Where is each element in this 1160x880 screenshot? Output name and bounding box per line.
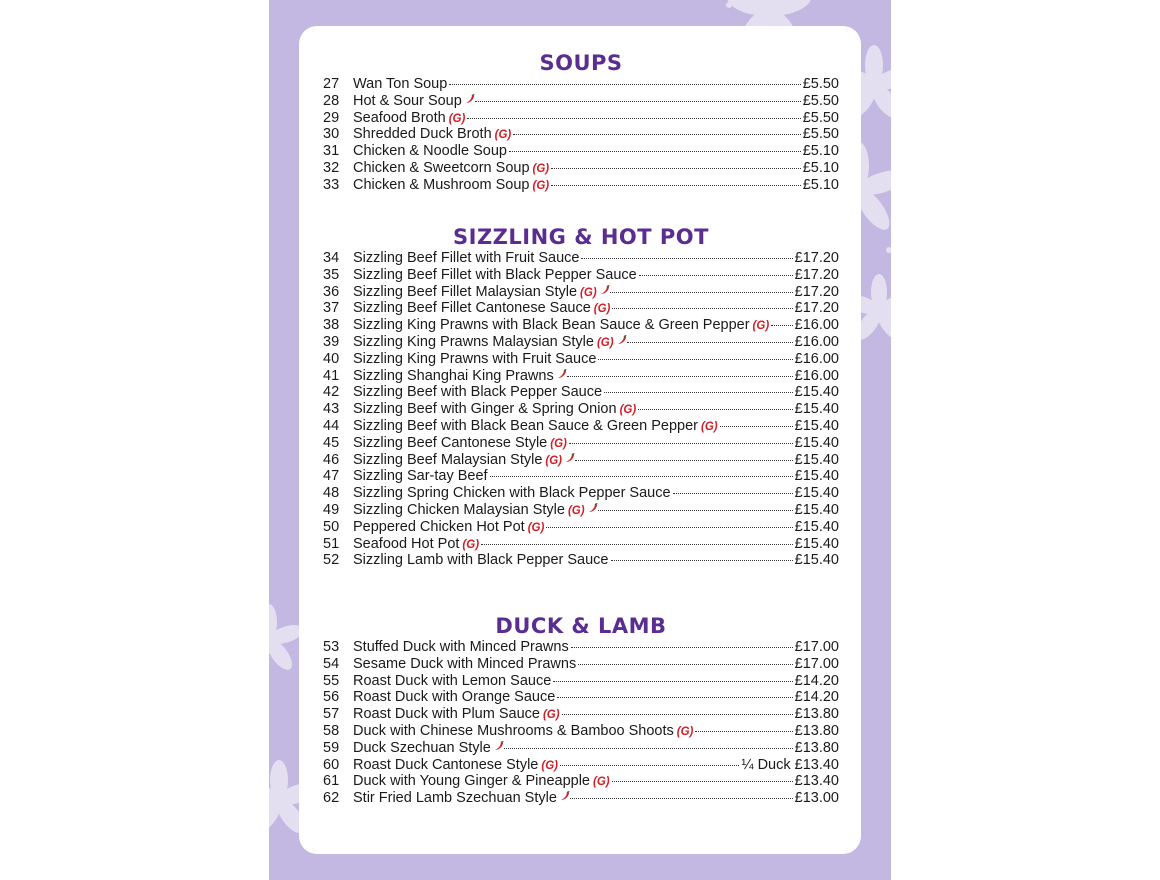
item-number: 42 [323, 384, 340, 401]
menu-item [323, 723, 839, 740]
gluten-marker: (G) [596, 336, 614, 349]
menu-item [323, 368, 839, 385]
item-name: Sizzling King Prawns with Fruit Sauce [353, 350, 597, 367]
menu-item [323, 418, 839, 435]
item-price: £17.20 [794, 266, 839, 283]
menu-item [323, 452, 839, 469]
item-name: Hot & Sour Soup [353, 92, 462, 109]
item-number: 48 [323, 485, 340, 502]
item-price: £13.00 [794, 790, 839, 807]
dot-leader [557, 697, 792, 698]
section-duck-lamb [323, 613, 839, 807]
item-number: 58 [323, 722, 340, 739]
gluten-marker: (G) [580, 286, 597, 299]
item-name: Sizzling Sar-tay Beef [353, 468, 488, 485]
gluten-marker: (G) [541, 759, 558, 772]
dot-leader [481, 544, 793, 545]
dot-leader [504, 748, 793, 749]
item-number: 50 [323, 518, 340, 535]
item-number: 40 [323, 350, 340, 367]
dot-leader [570, 798, 793, 799]
item-name: Roast Duck with Lemon Sauce [353, 672, 552, 689]
item-price: £13.40 [794, 773, 839, 790]
item-number: 46 [323, 451, 340, 468]
item-name: Sizzling Beef Cantonese Style [353, 434, 548, 451]
dot-leader [546, 527, 792, 528]
menu-item [323, 740, 839, 757]
dot-leader [581, 258, 792, 259]
menu-item [323, 790, 839, 807]
item-number: 53 [323, 639, 340, 655]
item-name: Chicken & Mushroom Soup [353, 176, 530, 193]
section-title: SOUPS [539, 51, 623, 75]
dot-leader [467, 118, 800, 119]
section-sizzling-hot-pot [323, 224, 839, 569]
gluten-marker: (G) [462, 538, 480, 551]
menu-item [323, 468, 839, 485]
dot-leader [695, 731, 792, 732]
section-title: DUCK & LAMB [495, 614, 667, 638]
item-number: 32 [323, 159, 340, 176]
item-number: 35 [323, 266, 340, 283]
item-name: Sesame Duck with Minced Prawns [353, 655, 577, 672]
menu-item [323, 773, 839, 790]
menu-item [323, 552, 839, 569]
dot-leader [627, 342, 793, 343]
item-name: Sizzling Beef with Black Pepper Sauce [353, 384, 603, 401]
item-name: Shredded Duck Broth [353, 126, 492, 143]
item-number: 54 [323, 655, 340, 672]
item-price: £15.40 [794, 518, 839, 535]
item-price: £15.40 [794, 401, 839, 418]
gluten-marker: (G) [545, 454, 563, 467]
item-name: Seafood Broth [353, 109, 446, 126]
item-price: £15.40 [794, 468, 839, 485]
item-number: 27 [323, 76, 340, 92]
item-price: £15.40 [794, 485, 839, 502]
menu-item [323, 76, 839, 93]
item-name: Chicken & Noodle Soup [353, 143, 507, 160]
dot-leader [571, 647, 793, 648]
dot-leader [575, 460, 793, 461]
item-name: Sizzling Shanghai King Prawns [353, 367, 554, 384]
item-number: 59 [323, 739, 340, 756]
item-price: £17.00 [794, 655, 839, 672]
item-number: 28 [323, 92, 340, 109]
menu-item [323, 384, 839, 401]
item-name: Sizzling Spring Chicken with Black Pepper Sauce [353, 485, 671, 502]
menu-item [323, 177, 839, 194]
item-name: Sizzling Beef Malaysian Style [353, 451, 543, 468]
dot-leader [567, 376, 793, 377]
dot-leader [569, 443, 793, 444]
dot-leader [611, 560, 793, 561]
item-number: 57 [323, 706, 340, 723]
section-soups [323, 50, 839, 194]
item-name: Sizzling Lamb with Black Pepper Sauce [353, 552, 609, 569]
dot-leader [673, 493, 793, 494]
item-number: 52 [323, 552, 340, 569]
menu-item [323, 300, 839, 317]
item-number: 30 [323, 126, 340, 143]
menu-item [323, 126, 839, 143]
menu-item [323, 519, 839, 536]
item-number: 44 [323, 417, 340, 434]
menu-item [323, 401, 839, 418]
dot-leader [598, 359, 792, 360]
dot-leader [639, 275, 793, 276]
gluten-marker: (G) [619, 404, 637, 417]
gluten-marker: (G) [532, 162, 550, 175]
item-price: £15.40 [794, 535, 839, 552]
dot-leader [578, 664, 792, 665]
item-price: £5.50 [802, 92, 839, 109]
item-number: 37 [323, 300, 340, 317]
menu-item [323, 435, 839, 452]
dot-leader [513, 134, 800, 135]
gluten-marker: (G) [448, 112, 466, 125]
item-number: 49 [323, 501, 340, 518]
item-price: £14.20 [794, 689, 839, 706]
item-name: Duck Szechuan Style [353, 739, 491, 756]
dot-leader [509, 151, 801, 152]
item-price: £17.20 [794, 250, 839, 266]
item-name: Sizzling Beef Fillet Malaysian Style [353, 283, 578, 300]
item-price: £15.40 [794, 501, 839, 518]
menu-item [323, 485, 839, 502]
item-number: 47 [323, 468, 340, 485]
menu-item [323, 639, 839, 656]
dot-leader [604, 392, 793, 393]
item-name: Chicken & Sweetcorn Soup [353, 159, 530, 176]
item-name: Roast Duck with Orange Sauce [353, 689, 556, 706]
item-price: £17.20 [794, 300, 839, 317]
item-price: £5.10 [802, 159, 839, 176]
item-name: Sizzling King Prawns with Black Bean Sauce & Green Pepper [353, 317, 750, 334]
item-name: Sizzling Beef Fillet Cantonese Sauce [353, 300, 591, 317]
gluten-marker: (G) [676, 725, 694, 738]
chili-pepper-icon [557, 789, 572, 811]
gluten-marker: (G) [550, 437, 567, 450]
item-price: ¼ Duck £13.40 [741, 756, 839, 773]
menu-item [323, 267, 839, 284]
item-number: 62 [323, 790, 340, 807]
item-price: £5.10 [802, 143, 839, 160]
dot-leader [551, 185, 801, 186]
item-number: 43 [323, 401, 340, 418]
item-name: Stir Fried Lamb Szechuan Style [353, 790, 557, 807]
item-name: Sizzling Beef Fillet with Black Pepper Sauce [353, 266, 637, 283]
item-price: £17.00 [794, 639, 839, 655]
dot-leader [490, 476, 793, 477]
menu-item [323, 689, 839, 706]
gluten-marker: (G) [593, 776, 610, 789]
item-price: £15.40 [794, 451, 839, 468]
item-name: Sizzling Beef with Ginger & Spring Onion [353, 401, 617, 418]
item-name: Duck with Young Ginger & Pineapple [353, 773, 590, 790]
menu-item [323, 93, 839, 110]
item-number: 34 [323, 250, 340, 266]
item-number: 45 [323, 434, 340, 451]
item-name: Sizzling Beef Fillet with Fruit Sauce [353, 250, 580, 266]
item-name: Roast Duck Cantonese Style [353, 756, 539, 773]
section-title: SIZZLING & HOT POT [453, 225, 709, 249]
item-name: Sizzling Beef with Black Bean Sauce & Green Pepper [353, 417, 698, 434]
dot-leader [612, 308, 792, 309]
dot-leader [562, 714, 793, 715]
item-name: Duck with Chinese Mushrooms & Bamboo Shoots [353, 722, 674, 739]
item-price: £17.20 [794, 283, 839, 300]
item-name: Stuffed Duck with Minced Prawns [353, 639, 569, 655]
menu-card [299, 26, 861, 854]
item-number: 55 [323, 672, 340, 689]
item-price: £15.40 [794, 384, 839, 401]
menu-page [269, 0, 891, 880]
item-number: 61 [323, 773, 340, 790]
dot-leader [560, 765, 739, 766]
menu-item [323, 656, 839, 673]
item-number: 41 [323, 367, 340, 384]
item-number: 51 [323, 535, 340, 552]
menu-item [323, 110, 839, 127]
dot-leader [553, 681, 792, 682]
item-number: 60 [323, 756, 340, 773]
menu-item [323, 284, 839, 301]
dot-leader [598, 510, 793, 511]
item-price: £5.50 [802, 76, 839, 92]
gluten-marker: (G) [527, 521, 545, 534]
menu-item [323, 351, 839, 368]
gluten-marker: (G) [593, 303, 611, 316]
item-price: £15.40 [794, 417, 839, 434]
item-price: £13.80 [794, 706, 839, 723]
item-price: £13.80 [794, 739, 839, 756]
dot-leader [475, 101, 801, 102]
item-name: Sizzling King Prawns Malaysian Style [353, 333, 594, 350]
gluten-marker: (G) [752, 320, 770, 333]
item-price: £5.50 [802, 126, 839, 143]
dot-leader [612, 781, 793, 782]
item-number: 29 [323, 109, 340, 126]
menu-item [323, 143, 839, 160]
menu-item [323, 160, 839, 177]
dot-leader [551, 168, 801, 169]
menu-item [323, 706, 839, 723]
menu-item [323, 536, 839, 553]
gluten-marker: (G) [532, 179, 550, 192]
item-price: £16.00 [794, 350, 839, 367]
item-number: 33 [323, 176, 340, 193]
gluten-marker: (G) [494, 129, 512, 142]
menu-item [323, 502, 839, 519]
item-price: £14.20 [794, 672, 839, 689]
item-name: Roast Duck with Plum Sauce [353, 706, 540, 723]
item-price: £15.40 [794, 434, 839, 451]
item-price: £16.00 [794, 317, 839, 334]
item-price: £16.00 [794, 367, 839, 384]
item-name: Wan Ton Soup [353, 76, 448, 92]
dot-leader [638, 409, 792, 410]
menu-item [323, 334, 839, 351]
gluten-marker: (G) [542, 709, 560, 722]
item-price: £13.80 [794, 722, 839, 739]
item-price: £5.10 [802, 176, 839, 193]
item-price: £16.00 [794, 333, 839, 350]
item-name: Seafood Hot Pot [353, 535, 460, 552]
item-name: Peppered Chicken Hot Pot [353, 518, 525, 535]
dot-leader [610, 292, 793, 293]
dot-leader [449, 84, 800, 85]
menu-item [323, 250, 839, 267]
menu-item [323, 673, 839, 690]
dot-leader [720, 426, 793, 427]
gluten-marker: (G) [700, 420, 718, 433]
item-price: £5.50 [802, 109, 839, 126]
menu-item [323, 317, 839, 334]
dot-leader [771, 325, 792, 326]
gluten-marker: (G) [567, 504, 585, 517]
item-number: 36 [323, 283, 340, 300]
item-number: 31 [323, 143, 340, 160]
item-number: 56 [323, 689, 340, 706]
item-number: 38 [323, 317, 340, 334]
item-price: £15.40 [794, 552, 839, 569]
item-number: 39 [323, 333, 340, 350]
item-name: Sizzling Chicken Malaysian Style [353, 501, 565, 518]
menu-item [323, 757, 839, 774]
